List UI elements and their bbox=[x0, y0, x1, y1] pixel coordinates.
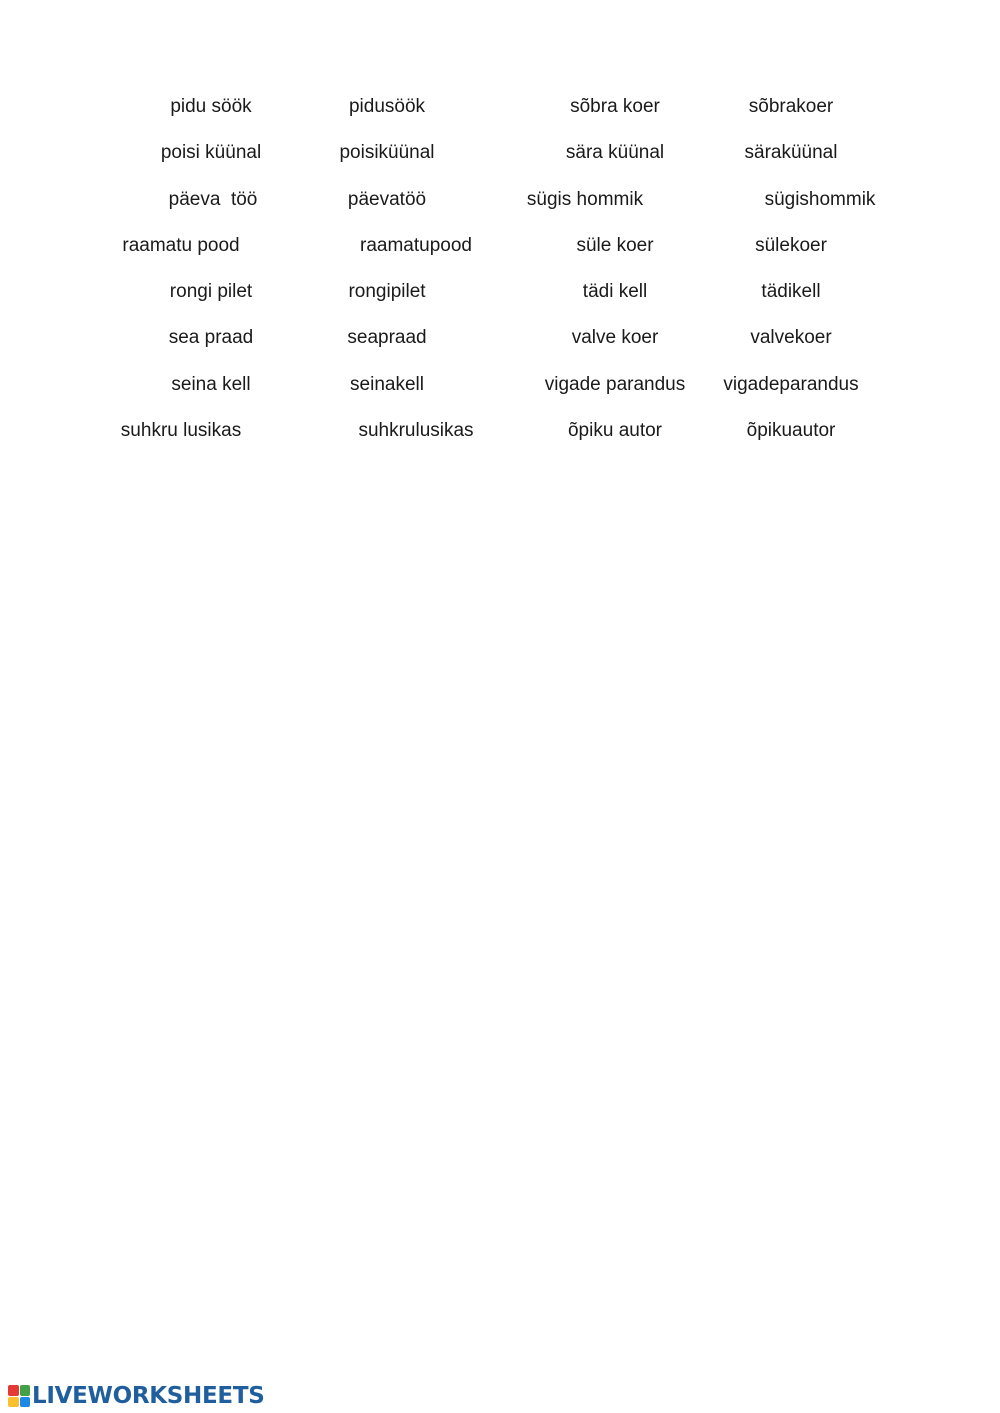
word-separate: sõbra koer bbox=[570, 96, 660, 117]
logo-square-green bbox=[20, 1385, 31, 1396]
word-separate: sea praad bbox=[168, 327, 254, 348]
logo-square-red bbox=[8, 1385, 19, 1396]
word-compound: poisiküünal bbox=[339, 142, 435, 163]
word-separate: tädi kell bbox=[582, 281, 648, 302]
logo-square-yellow bbox=[8, 1397, 19, 1408]
word-separate: poisi küünal bbox=[160, 142, 262, 163]
brand-name: LIVEWORKSHEETS bbox=[32, 1383, 265, 1409]
word-compound: pidusöök bbox=[348, 96, 426, 117]
word-compound: raamatupood bbox=[360, 235, 472, 256]
word-compound: sülekoer bbox=[755, 235, 827, 256]
word-compound: sügishommik bbox=[764, 189, 876, 210]
word-separate: seina kell bbox=[171, 374, 251, 395]
word-compound: valvekoer bbox=[750, 327, 832, 348]
word-separate: õpiku autor bbox=[567, 420, 663, 441]
word-compound: seapraad bbox=[347, 327, 427, 348]
word-compound: säraküünal bbox=[744, 142, 838, 163]
word-compound: sõbrakoer bbox=[748, 96, 834, 117]
word-separate: rongi pilet bbox=[169, 281, 253, 302]
logo-square-blue bbox=[20, 1397, 31, 1408]
word-compound: vigadeparandus bbox=[723, 374, 859, 395]
word-compound: suhkrulusikas bbox=[358, 420, 474, 441]
word-separate: pidu söök bbox=[170, 96, 252, 117]
word-compound: rongipilet bbox=[348, 281, 426, 302]
word-separate: sära küünal bbox=[565, 142, 665, 163]
liveworksheets-logo-icon bbox=[8, 1385, 30, 1407]
footer-brand bbox=[8, 1382, 264, 1410]
word-compound: seinakell bbox=[350, 374, 424, 395]
word-separate: süle koer bbox=[576, 235, 654, 256]
word-separate: vigade parandus bbox=[544, 374, 686, 395]
word-separate: sügis hommik bbox=[526, 189, 644, 210]
word-separate: raamatu pood bbox=[122, 235, 240, 256]
word-separate: suhkru lusikas bbox=[120, 420, 242, 441]
word-compound: õpikuautor bbox=[746, 420, 836, 441]
word-compound: tädikell bbox=[761, 281, 821, 302]
word-separate: päeva töö bbox=[168, 189, 258, 210]
word-compound: päevatöö bbox=[347, 189, 427, 210]
word-separate: valve koer bbox=[571, 327, 659, 348]
